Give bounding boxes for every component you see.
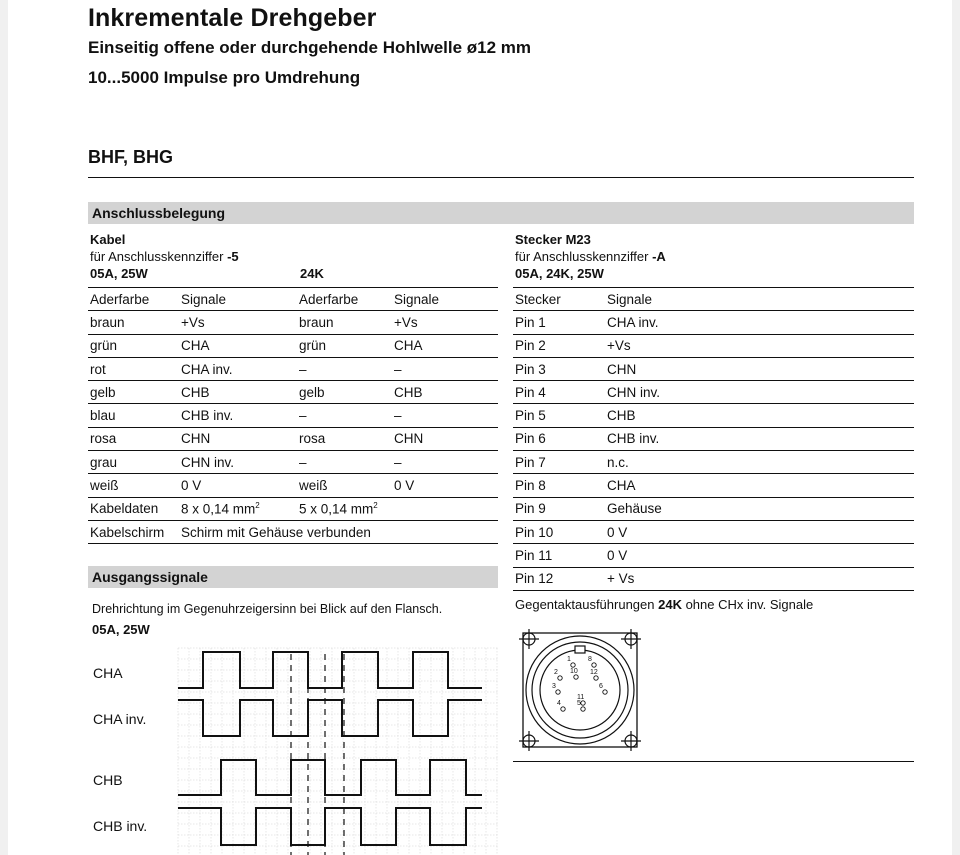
datasheet-page <box>8 0 952 855</box>
kabel-subtitle-code: -5 <box>227 249 239 264</box>
waveform-cha-inv <box>178 700 482 736</box>
kabel-cell: CHA inv. <box>179 357 297 380</box>
kabel-cell: blau <box>88 404 179 427</box>
kabel-cell: CHN <box>392 427 498 450</box>
connector-pin-label: 4 <box>557 700 561 707</box>
signal-timing-diagram <box>168 640 498 855</box>
connector-pin <box>561 707 565 711</box>
kabel-variant-left: 05A, 25W <box>90 266 148 281</box>
kabel-table <box>88 287 498 544</box>
kabel-row <box>88 474 498 497</box>
section-band-anschluss <box>88 202 914 224</box>
stecker-cell: Pin 3 <box>513 357 605 380</box>
stecker-cell: CHB inv. <box>605 427 914 450</box>
stecker-cell: n.c. <box>605 451 914 474</box>
stecker-cell: Pin 1 <box>513 311 605 334</box>
kabel-row <box>88 311 498 334</box>
stecker-note-suffix: ohne CHx inv. Signale <box>681 597 814 612</box>
page-subtitle-pulses: 10...5000 Impulse pro Umdrehung <box>88 68 361 87</box>
stecker-cell: + Vs <box>605 567 914 590</box>
stecker-cell: Pin 8 <box>513 474 605 497</box>
stecker-bottom-rule <box>513 761 914 762</box>
stecker-note-prefix: Gegentaktausführungen <box>515 597 659 612</box>
stecker-row <box>513 451 914 474</box>
connector-pin-label: 1 <box>567 656 571 663</box>
stecker-row <box>513 381 914 404</box>
stecker-cell: Pin 2 <box>513 334 605 357</box>
connector-pin <box>574 675 578 679</box>
stecker-cell: Pin 6 <box>513 427 605 450</box>
stecker-row <box>513 357 914 380</box>
kabel-cell: +Vs <box>179 311 297 334</box>
connector-pin <box>558 676 562 680</box>
stecker-row <box>513 567 914 590</box>
stecker-note-bold: 24K <box>658 597 682 612</box>
kabel-cell: – <box>392 404 498 427</box>
stecker-header-row <box>513 288 914 311</box>
signal-label-cha-inv: CHA inv. <box>93 711 147 727</box>
stecker-subtitle-code: -A <box>652 249 666 264</box>
kabel-title: Kabel <box>90 232 126 247</box>
stecker-row <box>513 404 914 427</box>
kabel-cell: CHB <box>179 381 297 404</box>
stecker-header-cell: Stecker <box>513 288 605 311</box>
stecker-cell: CHB <box>605 404 914 427</box>
page-title: Inkrementale Drehgeber <box>88 4 377 32</box>
stecker-cell: Pin 12 <box>513 567 605 590</box>
kabel-cell: gelb <box>88 381 179 404</box>
connector-pin <box>581 707 585 711</box>
kabel-row <box>88 357 498 380</box>
kabel-cell: CHA <box>179 334 297 357</box>
stecker-subtitle-prefix: für Anschlusskennziffer <box>515 249 653 264</box>
kabel-row <box>88 334 498 357</box>
stecker-row <box>513 334 914 357</box>
kabel-cell: weiß <box>297 474 392 497</box>
kabel-cell: 0 V <box>179 474 297 497</box>
stecker-header-cell: Signale <box>605 288 914 311</box>
kabel-cell: gelb <box>297 381 392 404</box>
kabel-cell: grau <box>88 451 179 474</box>
kabelschirm-value: Schirm mit Gehäuse verbunden <box>179 520 498 543</box>
kabel-header-cell: Signale <box>179 288 297 311</box>
stecker-cell: +Vs <box>605 334 914 357</box>
stecker-cell: Pin 11 <box>513 544 605 567</box>
kabelschirm-label: Kabelschirm <box>88 520 179 543</box>
kabel-cell: – <box>392 451 498 474</box>
kabeldaten-right: 5 x 0,14 $mm^2$ <box>297 497 498 520</box>
stecker-table <box>513 287 914 591</box>
stecker-row <box>513 520 914 543</box>
kabel-variant-right: 24K <box>300 266 324 281</box>
stecker-cell: CHA <box>605 474 914 497</box>
ausgang-description: Drehrichtung im Gegenuhrzeigersinn bei Blick auf den Flansch. <box>92 602 443 616</box>
kabel-row <box>88 451 498 474</box>
kabel-cell: +Vs <box>392 311 498 334</box>
connector-pin-label: 2 <box>554 669 558 676</box>
section-band-ausgang <box>88 566 498 588</box>
stecker-cell: CHA inv. <box>605 311 914 334</box>
stecker-row <box>513 311 914 334</box>
stecker-cell: Pin 9 <box>513 497 605 520</box>
kabelschirm-row <box>88 520 498 543</box>
kabel-row <box>88 427 498 450</box>
connector-pin <box>603 690 607 694</box>
kabel-row <box>88 404 498 427</box>
kabeldaten-left: 8 x 0,14 $mm^2$ <box>179 497 297 520</box>
stecker-cell: 0 V <box>605 520 914 543</box>
connector-pin <box>594 676 598 680</box>
signal-label-chb: CHB <box>93 772 123 788</box>
m23-connector-drawing <box>513 625 643 755</box>
stecker-row <box>513 544 914 567</box>
kabeldaten-label: Kabeldaten <box>88 497 179 520</box>
ausgang-variant: 05A, 25W <box>92 622 150 637</box>
kabel-subtitle <box>90 249 239 264</box>
kabel-cell: CHN inv. <box>179 451 297 474</box>
connector-pin <box>571 663 575 667</box>
kabel-cell: CHA <box>392 334 498 357</box>
signal-label-chb-inv: CHB inv. <box>93 818 148 834</box>
stecker-cell: CHN inv. <box>605 381 914 404</box>
kabel-cell: grün <box>88 334 179 357</box>
connector-pin <box>581 701 585 705</box>
kabel-header-cell: Aderfarbe <box>297 288 392 311</box>
kabel-cell: – <box>297 404 392 427</box>
connector-pin-label: 6 <box>599 683 603 690</box>
stecker-variant: 05A, 24K, 25W <box>515 266 604 281</box>
kabel-cell: 0 V <box>392 474 498 497</box>
connector-inner-ring <box>532 642 628 738</box>
section-title-anschluss: Anschlussbelegung <box>92 205 226 221</box>
waveform-chb-inv <box>178 808 482 845</box>
connector-pin <box>592 663 596 667</box>
kabel-cell: rot <box>88 357 179 380</box>
stecker-cell: 0 V <box>605 544 914 567</box>
kabel-header-row <box>88 288 498 311</box>
stecker-row <box>513 497 914 520</box>
kabel-cell: braun <box>297 311 392 334</box>
kabel-header-cell: Signale <box>392 288 498 311</box>
kabeldaten-row <box>88 497 498 520</box>
kabel-cell: – <box>297 357 392 380</box>
kabel-cell: rosa <box>88 427 179 450</box>
connector-pin-label: 5 <box>577 700 581 707</box>
kabel-cell: weiß <box>88 474 179 497</box>
stecker-cell: Pin 10 <box>513 520 605 543</box>
kabel-cell: – <box>392 357 498 380</box>
connector-pin-label: 11 <box>577 694 585 701</box>
kabel-cell: grün <box>297 334 392 357</box>
waveform-chb <box>178 760 482 795</box>
connector-pin-label: 8 <box>588 656 592 663</box>
stecker-cell: CHN <box>605 357 914 380</box>
stecker-row <box>513 474 914 497</box>
stecker-cell: Pin 7 <box>513 451 605 474</box>
header-divider <box>88 177 914 178</box>
kabel-row <box>88 381 498 404</box>
connector-pin-label: 10 <box>570 668 578 675</box>
stecker-cell: Pin 5 <box>513 404 605 427</box>
connector-insert <box>540 650 620 730</box>
section-title-ausgang: Ausgangssignale <box>92 569 208 585</box>
page-subtitle-shaft: Einseitig offene oder durchgehende Hohlwelle ø12 mm <box>88 38 532 57</box>
connector-pin <box>556 690 560 694</box>
stecker-title: Stecker M23 <box>515 232 591 247</box>
kabel-subtitle-prefix: für Anschlusskennziffer <box>90 249 228 264</box>
kabel-cell: rosa <box>297 427 392 450</box>
stecker-subtitle <box>515 249 666 264</box>
kabel-cell: CHB <box>392 381 498 404</box>
stecker-cell: Gehäuse <box>605 497 914 520</box>
kabel-header-cell: Aderfarbe <box>88 288 179 311</box>
kabel-cell: – <box>297 451 392 474</box>
stecker-row <box>513 427 914 450</box>
kabel-cell: CHB inv. <box>179 404 297 427</box>
stecker-note <box>515 597 813 612</box>
connector-key <box>575 646 585 653</box>
stecker-cell: Pin 4 <box>513 381 605 404</box>
connector-pin-label: 3 <box>552 683 556 690</box>
series-heading: BHF, BHG <box>88 147 173 167</box>
signal-label-cha: CHA <box>93 665 123 681</box>
connector-pin-label: 12 <box>590 669 598 676</box>
kabel-cell: braun <box>88 311 179 334</box>
kabel-cell: CHN <box>179 427 297 450</box>
